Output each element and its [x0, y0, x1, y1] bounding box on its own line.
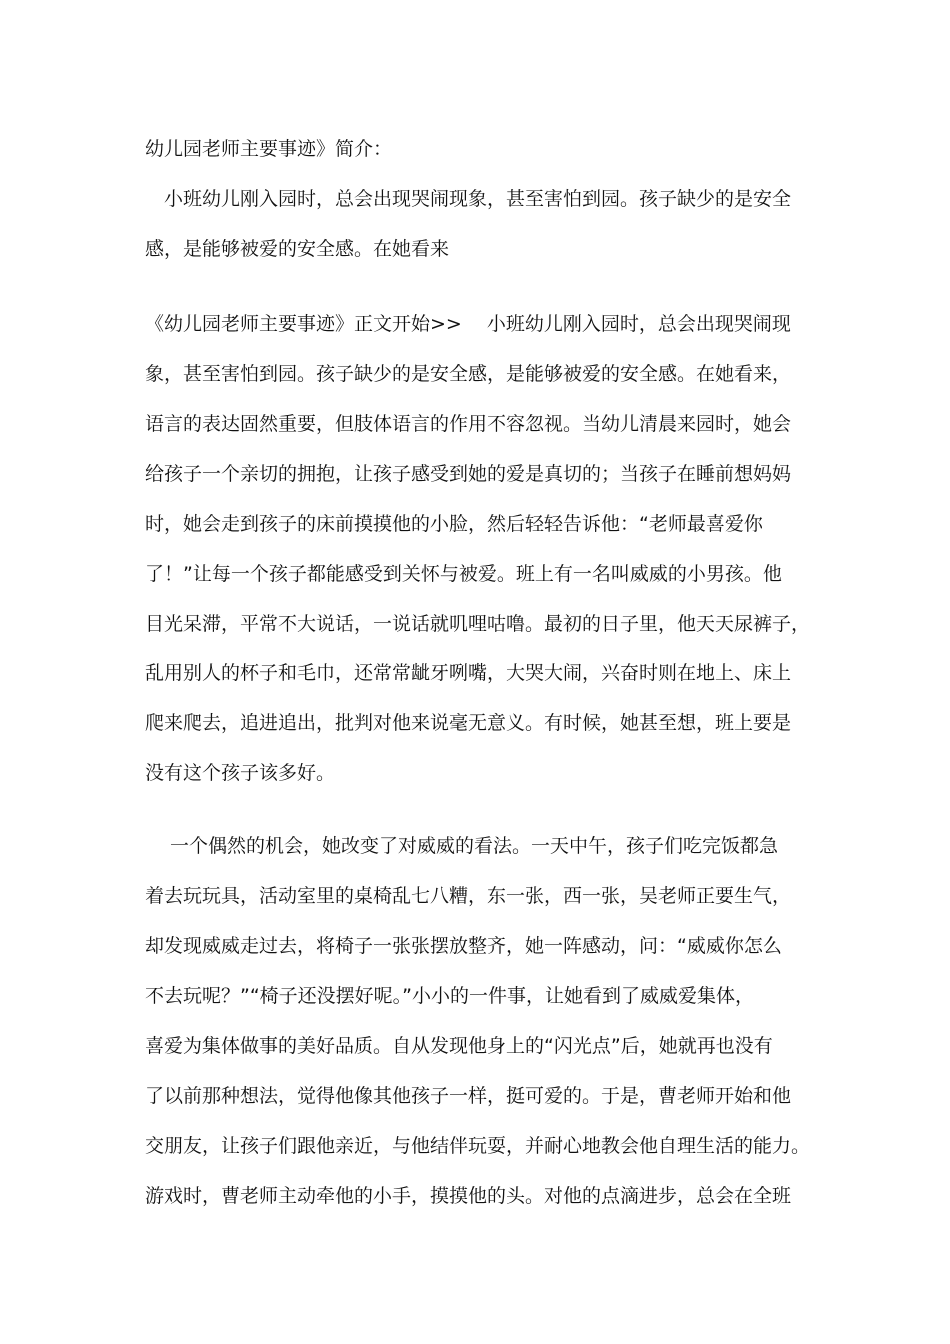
intro-line: 感，是能够被爱的安全感。在她看来	[145, 238, 450, 260]
body-line: 目光呆滞，平常不大说话，一说话就叽哩咕噜。最初的日子里，他天天尿裤子，	[145, 613, 811, 635]
body-line: 了！”让每一个孩子都能感受到关怀与被爱。班上有一名叫威威的小男孩。他	[145, 563, 782, 585]
body-line: 却发现威威走过去，将椅子一张张摆放整齐，她一阵感动，问：“威威你怎么	[145, 935, 782, 957]
body-line: 给孩子一个亲切的拥抱，让孩子感受到她的爱是真切的；当孩子在睡前想妈妈	[145, 463, 792, 485]
body-line: 爬来爬去，追进追出，批判对他来说毫无意义。有时候，她甚至想，班上要是	[145, 712, 792, 734]
body-line: 交朋友，让孩子们跟他亲近，与他结伴玩耍，并耐心地教会他自理生活的能力。	[145, 1135, 811, 1157]
body-line: 乱用别人的杯子和毛巾，还常常龇牙咧嘴，大哭大闹，兴奋时则在地上、床上	[145, 662, 792, 684]
intro-line: 小班幼儿刚入园时，总会出现哭闹现象，甚至害怕到园。孩子缺少的是安全	[145, 188, 792, 210]
body-line: 喜爱为集体做事的美好品质。自从发现他身上的“闪光点”后，她就再也没有	[145, 1035, 773, 1057]
body-line: 象，甚至害怕到园。孩子缺少的是安全感，是能够被爱的安全感。在她看来，	[145, 363, 792, 385]
body-line: 没有这个孩子该多好。	[145, 762, 336, 784]
body-line: 游戏时，曹老师主动牵他的小手，摸摸他的头。对他的点滴进步，总会在全班	[145, 1185, 792, 1207]
body-line: 一个偶然的机会，她改变了对威威的看法。一天中午，孩子们吃完饭都急	[145, 835, 779, 857]
body-line: 时，她会走到孩子的床前摸摸他的小脸，然后轻轻告诉他：“老师最喜爱你	[145, 513, 763, 535]
body-line: 不去玩呢？”“椅子还没摆好呢。”小小的一件事，让她看到了威威爱集体，	[145, 985, 755, 1007]
intro-title: 幼儿园老师主要事迹》简介：	[145, 138, 393, 160]
body-line: 《幼儿园老师主要事迹》正文开始>> 小班幼儿刚入园时，总会出现哭闹现	[145, 313, 791, 335]
body-line: 了以前那种想法，觉得他像其他孩子一样，挺可爱的。于是，曹老师开始和他	[145, 1085, 792, 1107]
body-line: 语言的表达固然重要，但肢体语言的作用不容忽视。当幼儿清晨来园时，她会	[145, 413, 792, 435]
body-line: 着去玩玩具，活动室里的桌椅乱七八糟，东一张，西一张，吴老师正要生气，	[145, 885, 792, 907]
